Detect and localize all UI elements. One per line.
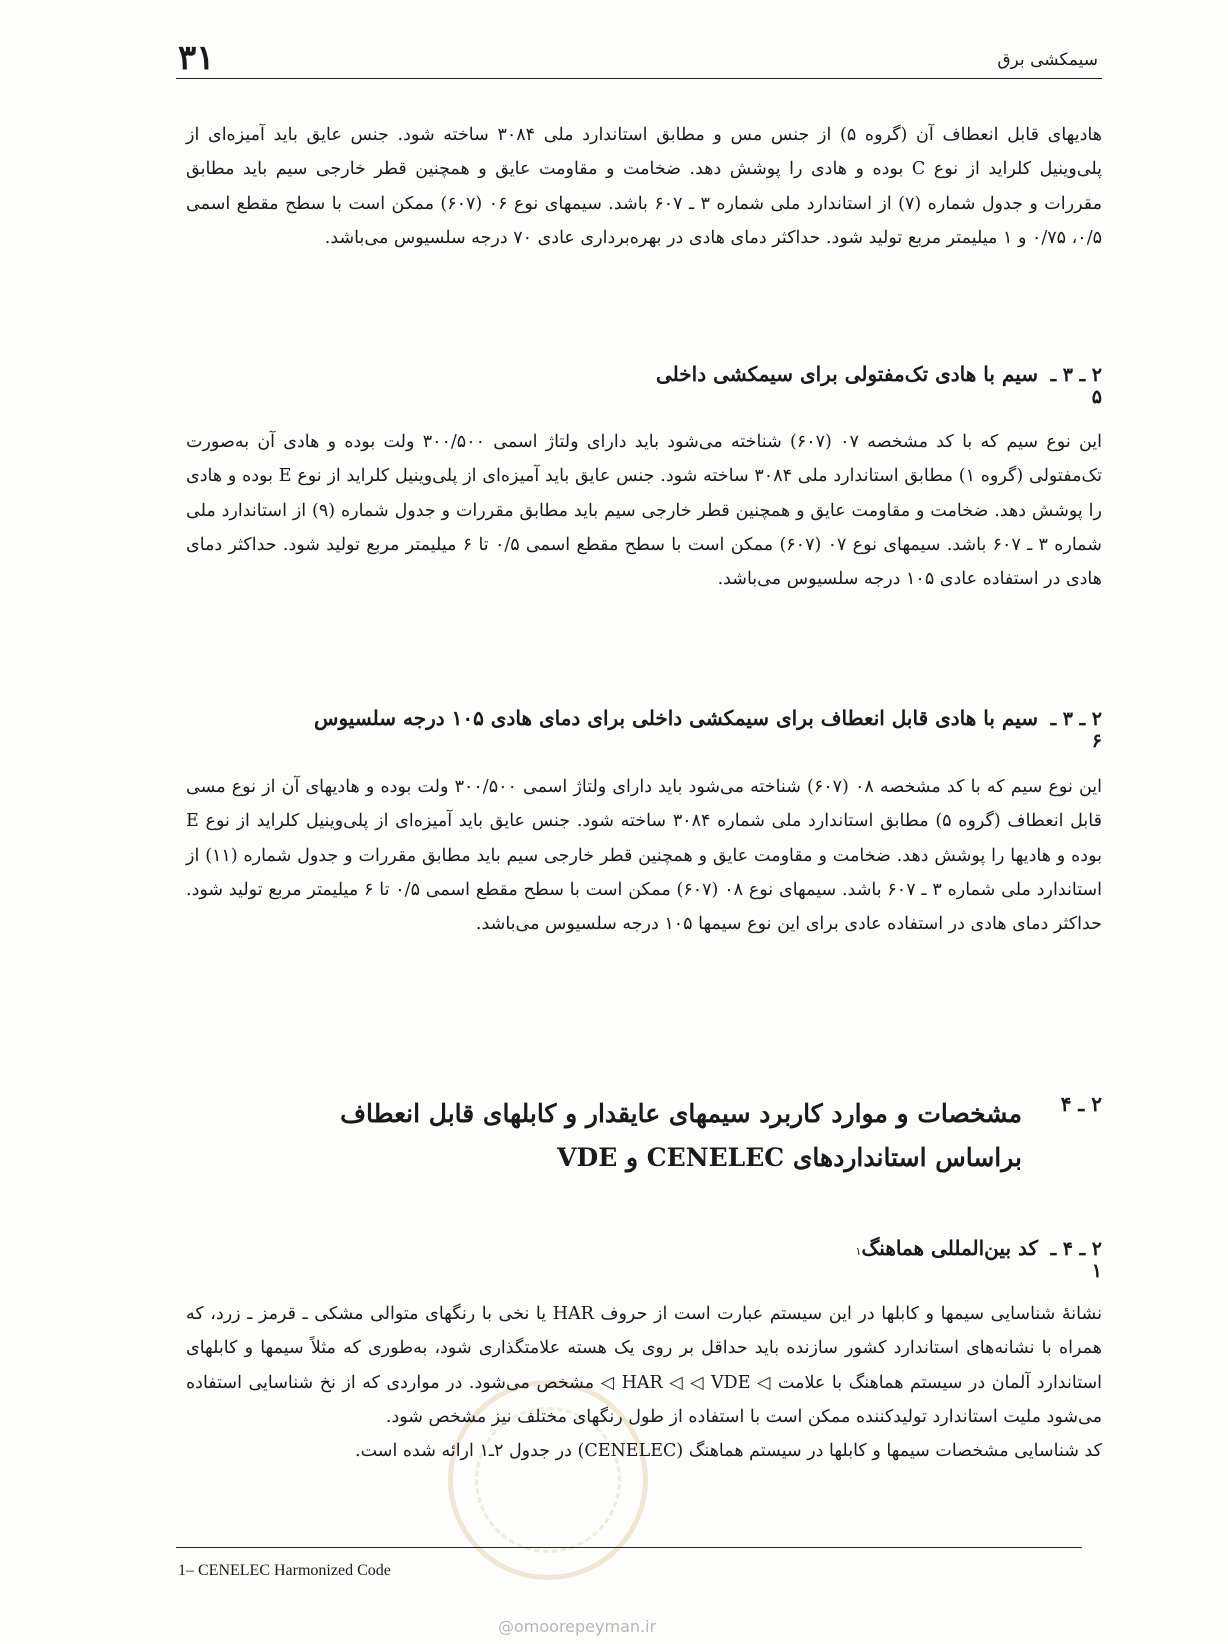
paragraph-text: این نوع سیم که با کد مشخصه ۰۷ (۶۰۷) شناخته می‌شود باید دارای ولتاژ اسمی ۳۰۰/۵۰۰ ولت بوده و هادی آن به‌صورت تک‌مفتولی (گروه ۱) مطابق استاندارد ملی ۳۰۸۴ ساخته شود. جنس عایق باید آمیزه‌ای از پلی‌وینیل کلراید از نوع E بوده و هادی را پوشش دهد. ضخامت و مقاومت عایق و همچنین قطر خارجی سیم باید مطابق مقررات و جدول شماره (۹) از استاندارد ملی شماره ۳ ـ ۶۰۷ باشد. سیمهای نوع ۰۷ (۶۰۷) ممکن است با سطح مقطع اسمی ۰/۵ تا ۶ میلیمتر مربع تولید شود. حداکثر دمای هادی در استفاده عادی ۱۰۵ درجه سلسیوس می‌باشد. bbox=[186, 432, 1103, 590]
heading-2-3-6 bbox=[186, 706, 1102, 752]
heading-2-4 bbox=[186, 1092, 1102, 1180]
heading-title: کد بین‌المللی هماهنگ bbox=[861, 1236, 1038, 1260]
header-rule bbox=[176, 78, 1102, 79]
paragraph-2 bbox=[186, 425, 1102, 596]
heading-title: سیم با هادی تک‌مفتولی برای سیمکشی داخلی bbox=[655, 362, 1038, 386]
heading-title: سیم با هادی قابل انعطاف برای سیمکشی داخلی برای دمای هادی ۱۰۵ درجه سلسیوس bbox=[314, 706, 1038, 730]
heading-title-line-2: براساس استانداردهای CENELEC و VDE bbox=[557, 1143, 1022, 1172]
heading-title-line-1: مشخصات و موارد کاربرد سیمهای عایقدار و کابلهای قابل انعطاف bbox=[340, 1099, 1022, 1128]
footnote: 1– CENELEC Harmonized Code bbox=[178, 1562, 391, 1579]
paragraph-4 bbox=[186, 1297, 1102, 1468]
footnote-rule bbox=[176, 1547, 1082, 1548]
paragraph-text: هادیهای قابل انعطاف آن (گروه ۵) از جنس مس و مطابق استاندارد ملی ۳۰۸۴ ساخته شود. جنس عایق باید آمیزه‌ای از پلی‌وینیل کلراید از نوع C بوده و هادی را پوشش دهد. ضخامت و مقاومت عایق و همچنین قطر خارجی سیم باید مطابق مقررات و جدول شماره (۷) از استاندارد ملی شماره ۳ ـ ۶۰۷ باشد. سیمهای نوع ۰۶ (۶۰۷) ممکن است با سطح مقطع اسمی ۰/۵، ۰/۷۵ و ۱ میلیمتر مربع تولید شود. حداکثر دمای هادی در بهره‌برداری عادی ۷۰ درجه سلسیوس می‌باشد. bbox=[186, 125, 1102, 248]
heading-number: ۲ ـ ۴ ـ ۱ bbox=[1050, 1238, 1102, 1282]
heading-2-4-1 bbox=[186, 1236, 1102, 1282]
heading-number: ۲ ـ ۳ ـ ۶ bbox=[1050, 708, 1102, 752]
page-number: ۳۱ bbox=[178, 38, 215, 78]
heading-number: ۲ ـ ۳ ـ ۵ bbox=[1050, 364, 1102, 408]
paragraph-text: نشانهٔ شناسایی سیمها و کابلها در این سیستم عبارت است از حروف HAR یا نخی با رنگهای متوالی مشکی ـ قرمز ـ زرد، که همراه با نشانه‌های استاندارد کشور سازنده باید حداقل بر روی یک هسته علامتگذاری شود، به‌طوری که مثلاً سیمها و کابلهای استاندارد آلمان در سیستم هماهنگ با علامت ◁ HAR ◁ ◁ VDE ◁ مشخص می‌شود. در مواردی که از نخ شناسایی استفاده می‌شود ملیت استاندارد تولیدکننده ممکن است با استفاده از طول رنگهای مختلف نیز مشخص شود. bbox=[186, 1304, 1102, 1427]
footnote-mark: ۱ bbox=[855, 1245, 862, 1258]
paragraph-text: این نوع سیم که با کد مشخصه ۰۸ (۶۰۷) شناخته می‌شود باید دارای ولتاژ اسمی ۳۰۰/۵۰۰ ولت بوده و هادیهای آن از نوع مسی قابل انعطاف (گروه ۵) مطابق استاندارد ملی شماره ۳۰۸۴ ساخته شود. جنس عایق باید آمیزه‌ای از پلی‌وینیل کلراید از نوع E بوده و هادیها را پوشش دهد. ضخامت و مقاومت عایق و همچنین قطر خارجی سیم باید مطابق مقررات و جدول شماره (۱۱) از استاندارد ملی شماره ۳ ـ ۶۰۷ باشد. سیمهای نوع ۰۸ (۶۰۷) ممکن است با سطح مقطع اسمی ۰/۵ تا ۶ میلیمتر مربع تولید شود. حداکثر دمای هادی در استفاده عادی برای این نوع سیمها ۱۰۵ درجه سلسیوس می‌باشد. bbox=[186, 777, 1103, 935]
paragraph-3 bbox=[186, 770, 1102, 941]
running-title: سیمکشی برق bbox=[997, 50, 1098, 70]
paragraph-1 bbox=[186, 118, 1102, 255]
heading-number: ۲ ـ ۴ bbox=[1060, 1092, 1102, 1116]
heading-2-3-5 bbox=[186, 362, 1102, 408]
paragraph-text: کد شناسایی مشخصات سیمها و کابلها در سیستم هماهنگ (CENELEC) در جدول ۲ـ۱ ارائه شده است. bbox=[355, 1441, 1102, 1462]
watermark-text: @omoorepeyman.ir bbox=[498, 1617, 657, 1636]
